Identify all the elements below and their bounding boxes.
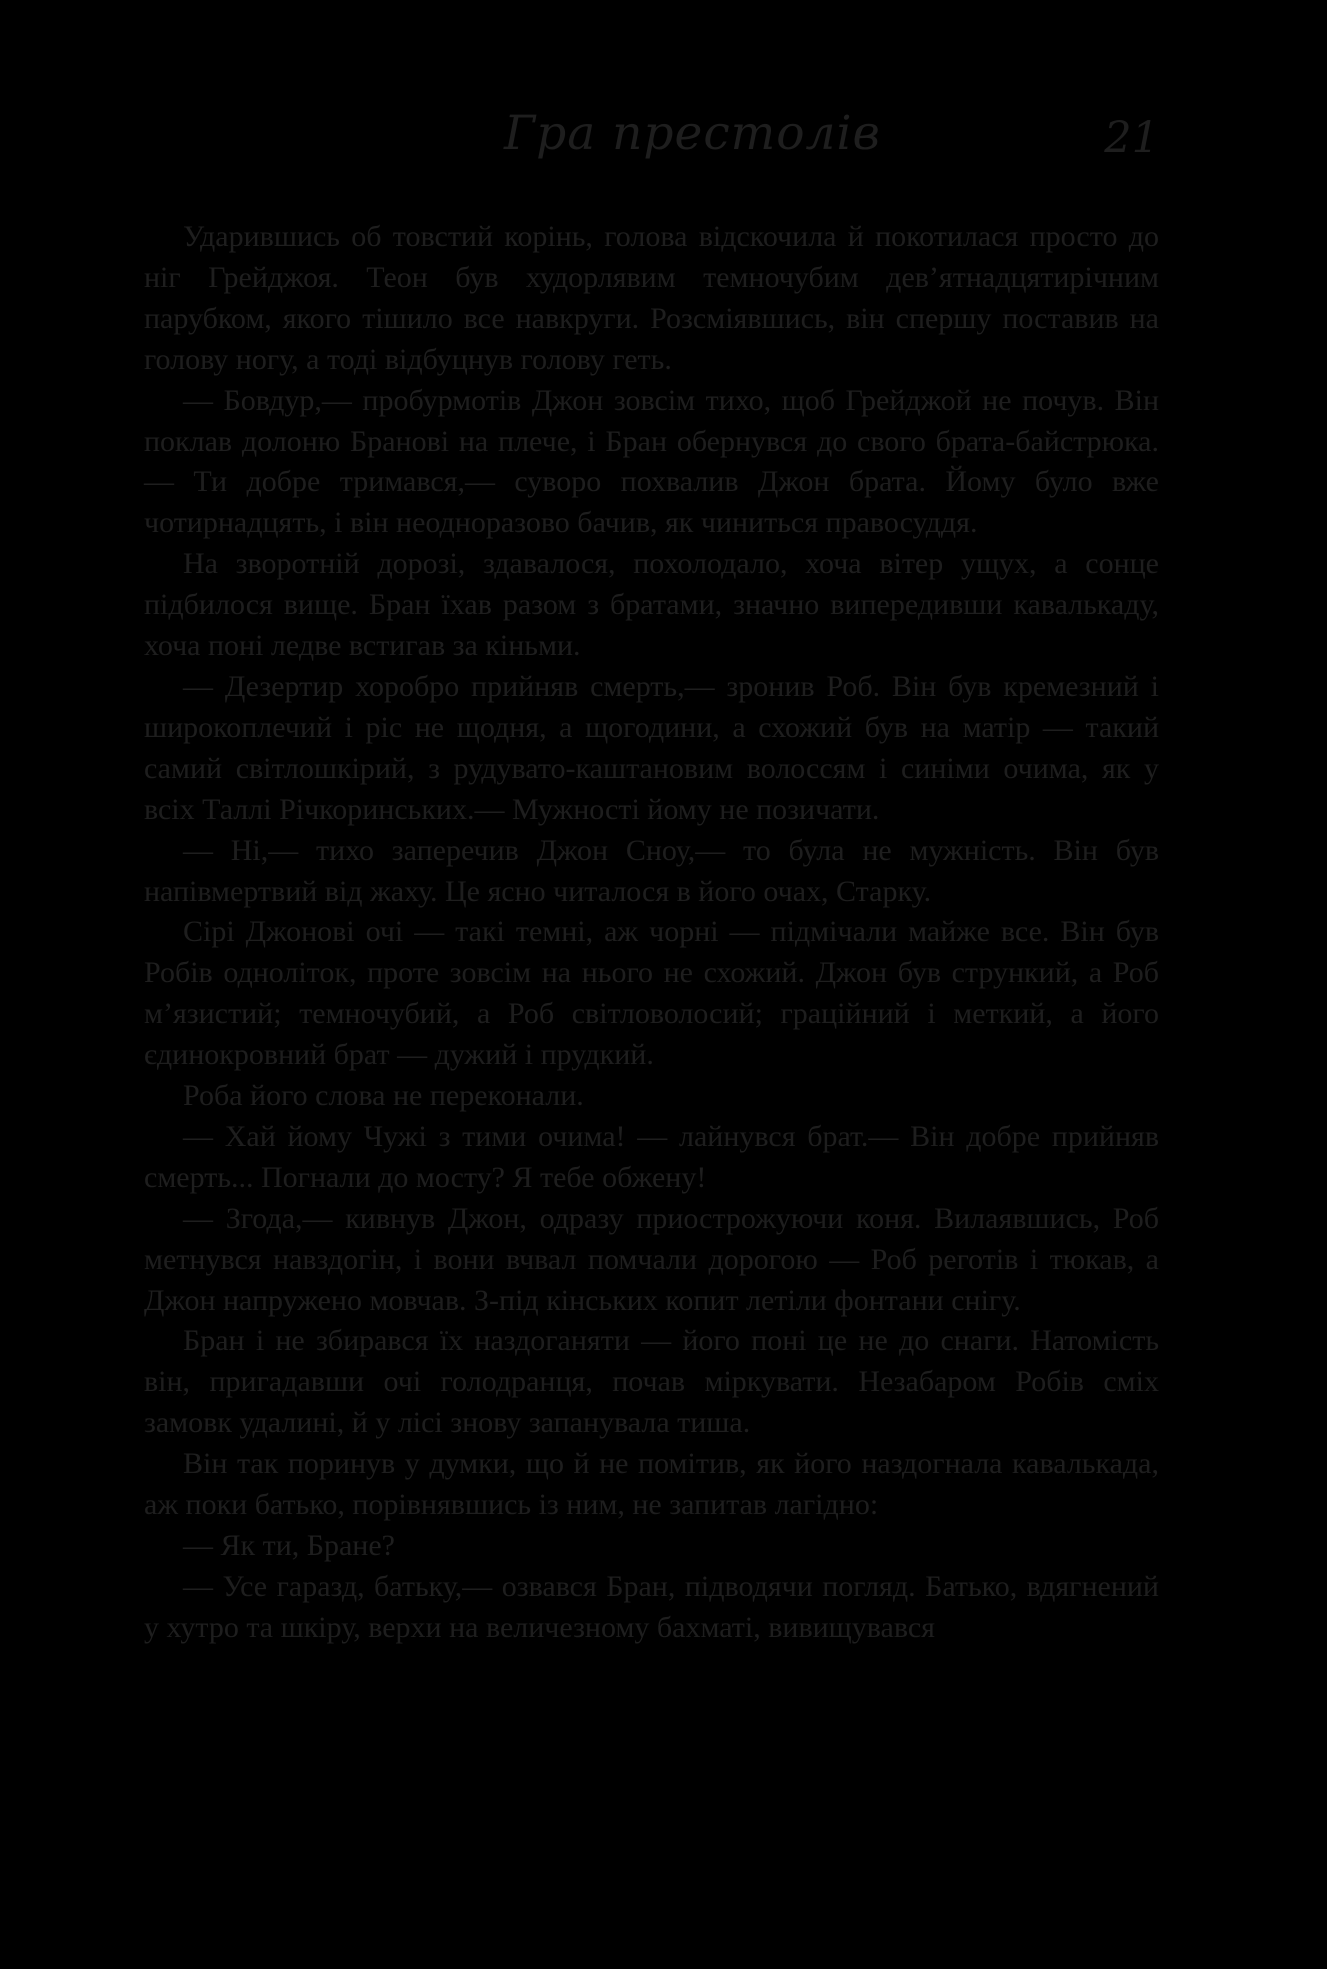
paragraph-8: — Хай йому Чужі з тими очима! — лайнувся брат.— Він добре прийняв смерть... Погнали до мосту? Я тебе обжену! [144,1119,1159,1194]
paragraph-10: Бран і не збирався їх наздоганяти — його поні це не до снаги. Натомість він, пригадавши очі голодранця, почав міркувати. Незабаром Робів сміх замовк удалині, й у лісі знову запанувала тиша. [144,1324,1159,1440]
paragraph-1: Ударившись об товстий корінь, голова відскочила й покотилася просто до ніг Грейджоя. Теон був худорлявим темночубим дев’ятнадцятирічним парубком, якого тішило все навкруги. Розсміявшись, він спершу поставив на голову ногу, а тоді відбуцнув голову геть. [144,220,1159,376]
running-head [144,100,1159,180]
paragraph-7: Роба його слова не переконали. [183,1079,584,1113]
paragraph-11: Він так поринув у думки, що й не помітив, як його наздогнала кавалькада, аж поки батько, порівнявшись із ним, не запитав лагідно: [144,1447,1159,1522]
book-title: Гра престолів [504,106,881,161]
paragraph-3: На зворотній дорозі, здавалося, похолодало, хоча вітер ущух, а сонце підбилося вище. Бран їхав разом з братами, значно випередивши кавалькаду, хоча поні ледве встигав за кіньми. [144,547,1159,663]
page-number: 21 [1104,113,1159,163]
body-text [144,217,1159,1649]
paragraph-2: — Бовдур,— пробурмотів Джон зовсім тихо, щоб Грейджой не почув. Він поклав долоню Бранові на плече, і Бран обернувся до свого брата-байстрюка.— Ти добре тримався,— суворо похвалив Джон брата. Йому було вже чотирнадцять, і він неодноразово бачив, як чиниться правосуддя. [144,383,1159,540]
paragraph-6: Сірі Джонові очі — такі темні, аж чорні — підмічали майже все. Він був Робів одноліток, проте зовсім на нього не схожий. Джон був стрункий, а Роб м’язистий; темночубий, а Роб світловолосий; граційний і меткий, а його єдинокровний брат — дужий і прудкий. [144,915,1159,1072]
paragraph-4: — Дезертир хоробро прийняв смерть,— зронив Роб. Він був кремезний і широкоплечий і ріс не щодня, а щогодини, а схожий був на матір — такий самий світлошкірий, з рудувато-каштановим волоссям і синіми очима, як у всіх Таллі Річкоринських.— Мужності йому не позичати. [144,669,1159,826]
paragraph-9: — Згода,— кивнув Джон, одразу приострожуючи коня. Вилаявшись, Роб метнувся навздогін, і вони вчвал помчали дорогою — Роб реготів і тюкав, а Джон напружено мовчав. З-під кінських копит летіли фонтани снігу. [144,1201,1159,1317]
paragraph-12: — Як ти, Бране? [183,1529,395,1562]
paragraph-13: — Усе гаразд, батьку,— озвався Бран, підводячи погляд. Батько, вдягнений у хутро та шкіру, верхи на величезному бахматі, вивищувався [144,1569,1159,1644]
paragraph-5: — Ні,— тихо заперечив Джон Сноу,— то була не мужність. Він був напівмертвий від жаху. Це ясно читалося в його очах, Старку. [144,833,1159,908]
